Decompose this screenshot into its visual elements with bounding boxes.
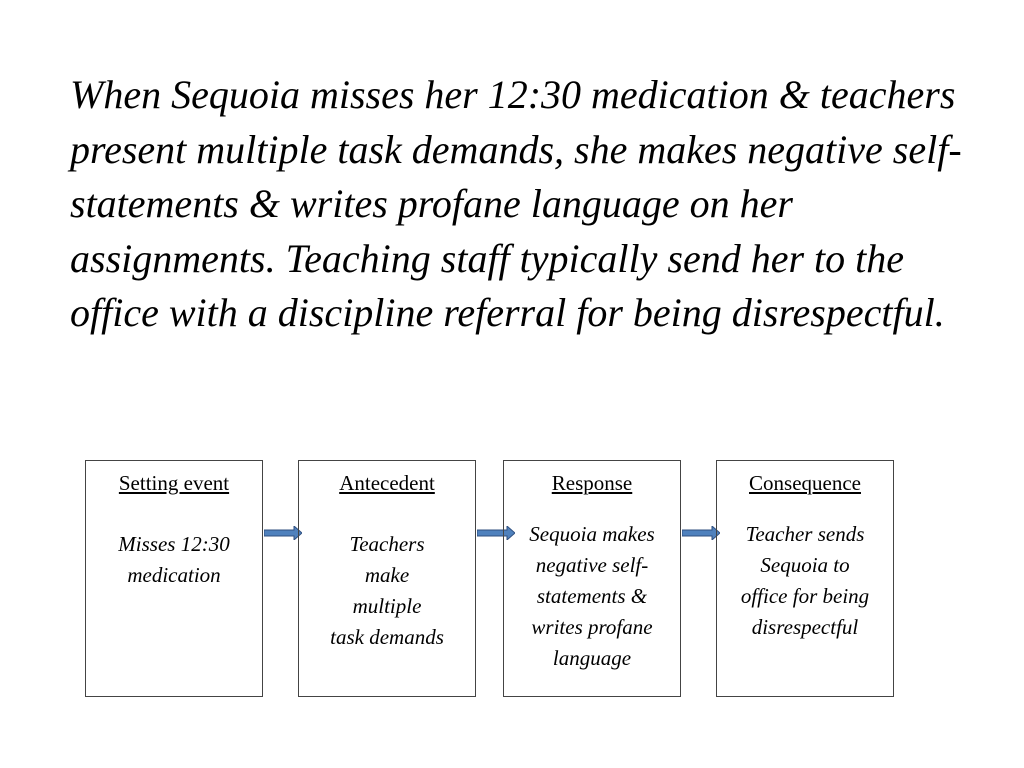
right-arrow-icon bbox=[264, 526, 302, 540]
consequence-text bbox=[719, 519, 891, 643]
box-text-line: medication bbox=[127, 563, 221, 587]
box-text-line: task demands bbox=[330, 625, 444, 649]
scenario-paragraph: When Sequoia misses her 12:30 medication & teachers present multiple task demands, she makes negative self-statements & writes profane language on her assignments. Teaching staff typically send her to the office with a discipline referral for being disrespectful. bbox=[70, 72, 962, 336]
box-text-line: Sequoia to bbox=[760, 553, 850, 577]
right-arrow-icon bbox=[682, 526, 720, 540]
response-heading: Response bbox=[551, 471, 633, 495]
box-text-line: office for being bbox=[740, 584, 870, 608]
box-text-line: disrespectful bbox=[751, 615, 859, 639]
box-text-line: negative self- bbox=[535, 553, 649, 577]
box-text-line: statements & bbox=[536, 584, 648, 608]
antecedent-heading: Antecedent bbox=[339, 471, 435, 495]
consequence-box bbox=[716, 460, 894, 697]
box-text-line: make bbox=[364, 563, 410, 587]
box-text-line: Teacher sends bbox=[745, 522, 865, 546]
antecedent-text bbox=[301, 529, 473, 653]
box-text-line: multiple bbox=[352, 594, 422, 618]
setting-event-heading: Setting event bbox=[118, 471, 230, 495]
response-box bbox=[503, 460, 681, 697]
box-text-line: language bbox=[552, 646, 632, 670]
consequence-heading: Consequence bbox=[749, 471, 861, 495]
box-text-line: Misses 12:30 bbox=[118, 532, 230, 556]
setting-event-box bbox=[85, 460, 263, 697]
response-text bbox=[506, 519, 678, 674]
box-text-line: Teachers bbox=[349, 532, 425, 556]
box-text-line: Sequoia makes bbox=[529, 522, 655, 546]
setting-event-text bbox=[88, 529, 260, 591]
antecedent-box bbox=[298, 460, 476, 697]
box-text-line: writes profane bbox=[531, 615, 653, 639]
